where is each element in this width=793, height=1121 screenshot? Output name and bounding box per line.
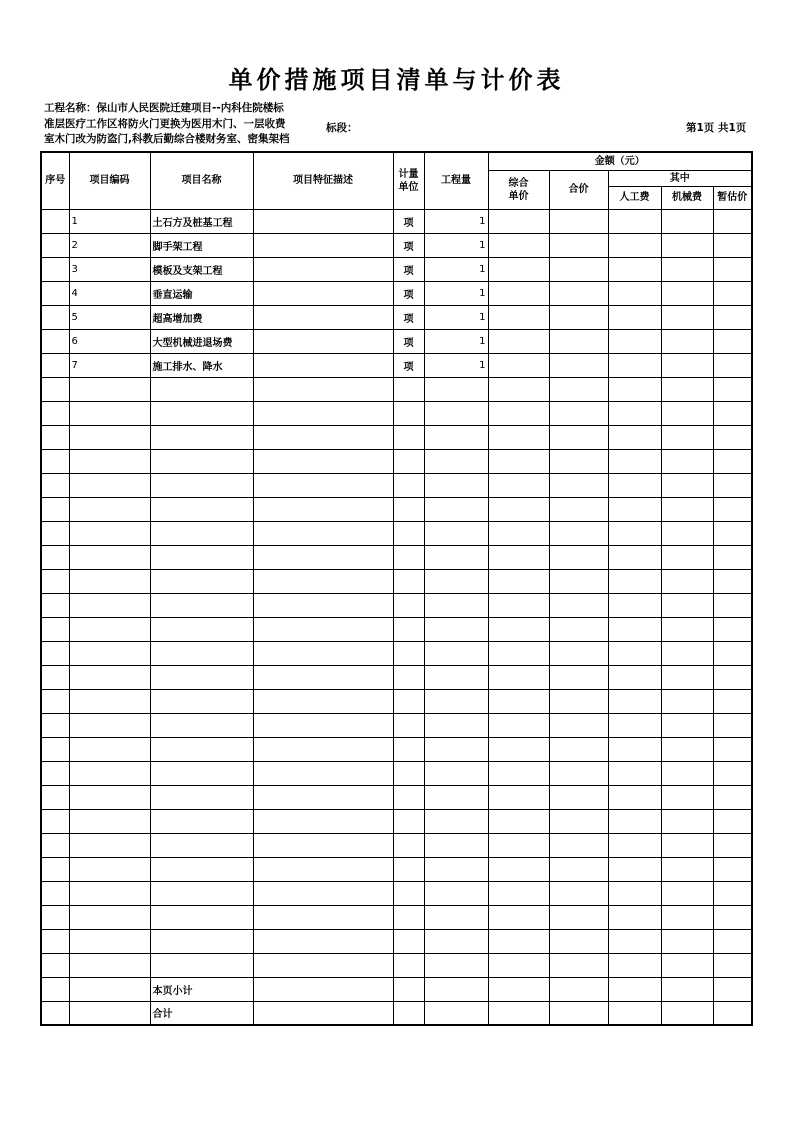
header-total: 合价 [549, 170, 608, 209]
header-seq: 序号 [41, 152, 69, 209]
table-body [41, 209, 752, 977]
table-row-empty [41, 857, 752, 881]
table-row [41, 209, 752, 233]
table-row-empty [41, 497, 752, 521]
project-name-line-1: 工程名称：保山市人民医院迁建项目--内科住院楼标 [44, 102, 284, 114]
cell-name: 脚手架工程 [150, 233, 253, 257]
cell-code: 3 [69, 257, 150, 281]
table-row-empty [41, 401, 752, 425]
page-info: 第1页 共1页 [686, 122, 747, 134]
cell-name: 施工排水、降水 [150, 353, 253, 377]
table-row-empty [41, 953, 752, 977]
cell-code: 6 [69, 329, 150, 353]
cell-desc [253, 353, 393, 377]
header-unit-line-1: 计量 [398, 168, 419, 180]
cell-qty: 1 [424, 233, 488, 257]
table-row [41, 305, 752, 329]
table-row-empty [41, 545, 752, 569]
subtotal-row [41, 977, 752, 1001]
table-row-empty [41, 569, 752, 593]
header-desc: 项目特征描述 [253, 152, 393, 209]
cell-code: 5 [69, 305, 150, 329]
table-row [41, 233, 752, 257]
cell-unit: 项 [393, 209, 424, 233]
cell-code: 4 [69, 281, 150, 305]
table-row [41, 329, 752, 353]
header-unit-line-2: 单位 [398, 181, 419, 193]
table-row-empty [41, 761, 752, 785]
table-row-empty [41, 737, 752, 761]
subtotal-label: 本页小计 [150, 977, 253, 1001]
cell-unit: 项 [393, 329, 424, 353]
cell-seq [41, 257, 69, 281]
cell-qty: 1 [424, 329, 488, 353]
cell-seq [41, 209, 69, 233]
header-qty: 工程量 [424, 152, 488, 209]
header-provisional: 暂估价 [713, 186, 752, 209]
cell-seq [41, 353, 69, 377]
table-row-empty [41, 689, 752, 713]
table-row [41, 353, 752, 377]
header-unit-price-line-1: 综合 [508, 177, 529, 189]
measures-table [40, 151, 753, 1026]
cell-name: 垂直运输 [150, 281, 253, 305]
cell-qty: 1 [424, 353, 488, 377]
cell-seq [41, 233, 69, 257]
cell-desc [253, 281, 393, 305]
cell-name: 模板及支架工程 [150, 257, 253, 281]
table-row-empty [41, 929, 752, 953]
cell-qty: 1 [424, 257, 488, 281]
header-machine: 机械费 [661, 186, 713, 209]
cell-code: 7 [69, 353, 150, 377]
project-name [44, 101, 290, 148]
total-row [41, 1001, 752, 1025]
header-unit [393, 152, 424, 209]
cell-unit: 项 [393, 233, 424, 257]
cell-qty: 1 [424, 305, 488, 329]
table-row-empty [41, 593, 752, 617]
header-labor: 人工费 [608, 186, 661, 209]
cell-qty: 1 [424, 209, 488, 233]
header-of-which: 其中 [608, 170, 752, 186]
cell-seq [41, 305, 69, 329]
table-row-empty [41, 713, 752, 737]
header-unit-price [488, 170, 549, 209]
cell-desc [253, 305, 393, 329]
cell-name: 土石方及桩基工程 [150, 209, 253, 233]
table-row-empty [41, 473, 752, 497]
table-row-empty [41, 905, 752, 929]
cell-seq [41, 281, 69, 305]
project-name-line-2: 准层医疗工作区将防火门更换为医用木门、一层收费 [44, 117, 286, 130]
table-row [41, 281, 752, 305]
table-row-empty [41, 809, 752, 833]
cell-unit: 项 [393, 353, 424, 377]
table-row-empty [41, 377, 752, 401]
table-row-empty [41, 833, 752, 857]
table-row-empty [41, 449, 752, 473]
cell-name: 大型机械进退场费 [150, 329, 253, 353]
cell-qty: 1 [424, 281, 488, 305]
header-unit-price-line-2: 单价 [508, 190, 529, 202]
cell-desc [253, 209, 393, 233]
cell-name: 超高增加费 [150, 305, 253, 329]
cell-seq [41, 329, 69, 353]
table-row-empty [41, 665, 752, 689]
page-title: 单价措施项目清单与计价表 [228, 66, 565, 94]
table-row-empty [41, 881, 752, 905]
table-row-empty [41, 617, 752, 641]
table-row-empty [41, 785, 752, 809]
project-name-line-3: 室木门改为防盗门,科教后勤综合楼财务室、密集架档 [44, 133, 290, 145]
segment-label: 标段： [326, 122, 358, 134]
cell-desc [253, 257, 393, 281]
cell-unit: 项 [393, 281, 424, 305]
table-row [41, 257, 752, 281]
table-row-empty [41, 521, 752, 545]
header-name: 项目名称 [150, 152, 253, 209]
header-amount: 金额（元） [488, 152, 752, 170]
table-row-empty [41, 425, 752, 449]
cell-unit: 项 [393, 257, 424, 281]
cell-desc [253, 329, 393, 353]
table-row-empty [41, 641, 752, 665]
cell-unit: 项 [393, 305, 424, 329]
cell-desc [253, 233, 393, 257]
header-code: 项目编码 [69, 152, 150, 209]
cell-code: 2 [69, 233, 150, 257]
total-label: 合计 [150, 1001, 253, 1025]
cell-code: 1 [69, 209, 150, 233]
